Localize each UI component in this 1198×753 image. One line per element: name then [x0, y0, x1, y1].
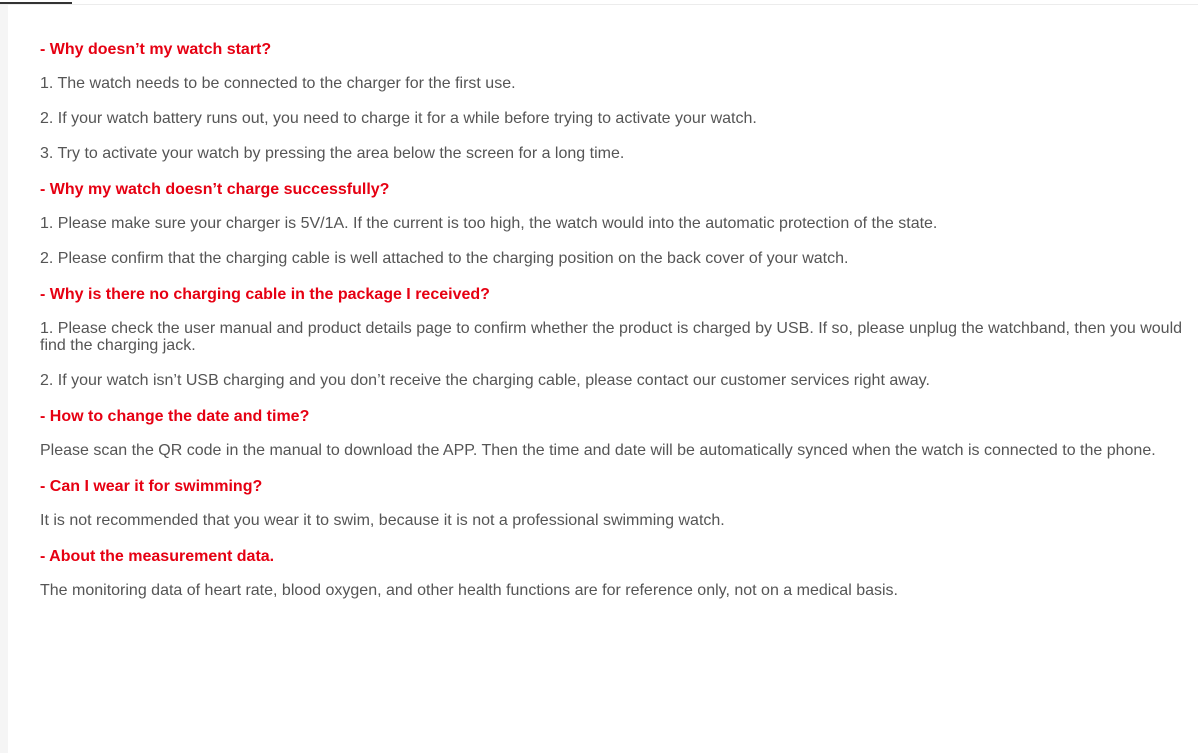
top-divider — [0, 4, 1198, 5]
faq-answer: It is not recommended that you wear it to swim, because it is not a professional swimming watch. — [40, 512, 725, 529]
faq-answer: 3. Try to activate your watch by pressing the area below the screen for a long time. — [40, 145, 625, 162]
faq-item-swimming — [40, 477, 1190, 529]
faq-question: - About the measurement data. — [40, 548, 275, 565]
faq-item-measurement — [40, 547, 1190, 599]
faq-question: - Can I wear it for swimming? — [40, 478, 263, 495]
faq-answer: 2. Please confirm that the charging cable is well attached to the charging position on the back cover of your watch. — [40, 250, 849, 267]
faq-question: - How to change the date and time? — [40, 408, 310, 425]
faq-answer: 1. The watch needs to be connected to the charger for the first use. — [40, 75, 516, 92]
faq-answer: 1. Please check the user manual and product details page to confirm whether the product is charged by USB. If so, please unplug the watchband, then you would find the charging jack. — [40, 320, 1183, 354]
faq-answer: 2. If your watch battery runs out, you need to charge it for a while before trying to activate your watch. — [40, 110, 757, 127]
faq-list — [40, 40, 1190, 617]
active-tab-indicator — [0, 2, 72, 4]
faq-item-watch-start — [40, 40, 1190, 162]
faq-answer: 2. If your watch isn’t USB charging and you don’t receive the charging cable, please contact our customer services right away. — [40, 372, 930, 389]
faq-question: - Why is there no charging cable in the package I received? — [40, 286, 490, 303]
faq-question: - Why my watch doesn’t charge successfully? — [40, 181, 390, 198]
left-margin-stripe — [0, 5, 8, 753]
faq-answer: Please scan the QR code in the manual to download the APP. Then the time and date will be automatically synced when the watch is connected to the phone. — [40, 442, 1156, 459]
faq-item-charging — [40, 180, 1190, 267]
faq-question: - Why doesn’t my watch start? — [40, 41, 272, 58]
faq-answer: 1. Please make sure your charger is 5V/1A. If the current is too high, the watch would into the automatic protection of the state. — [40, 215, 938, 232]
faq-item-charging-cable — [40, 285, 1190, 389]
faq-item-date-time — [40, 407, 1190, 459]
faq-answer: The monitoring data of heart rate, blood oxygen, and other health functions are for reference only, not on a medical basis. — [40, 582, 898, 599]
